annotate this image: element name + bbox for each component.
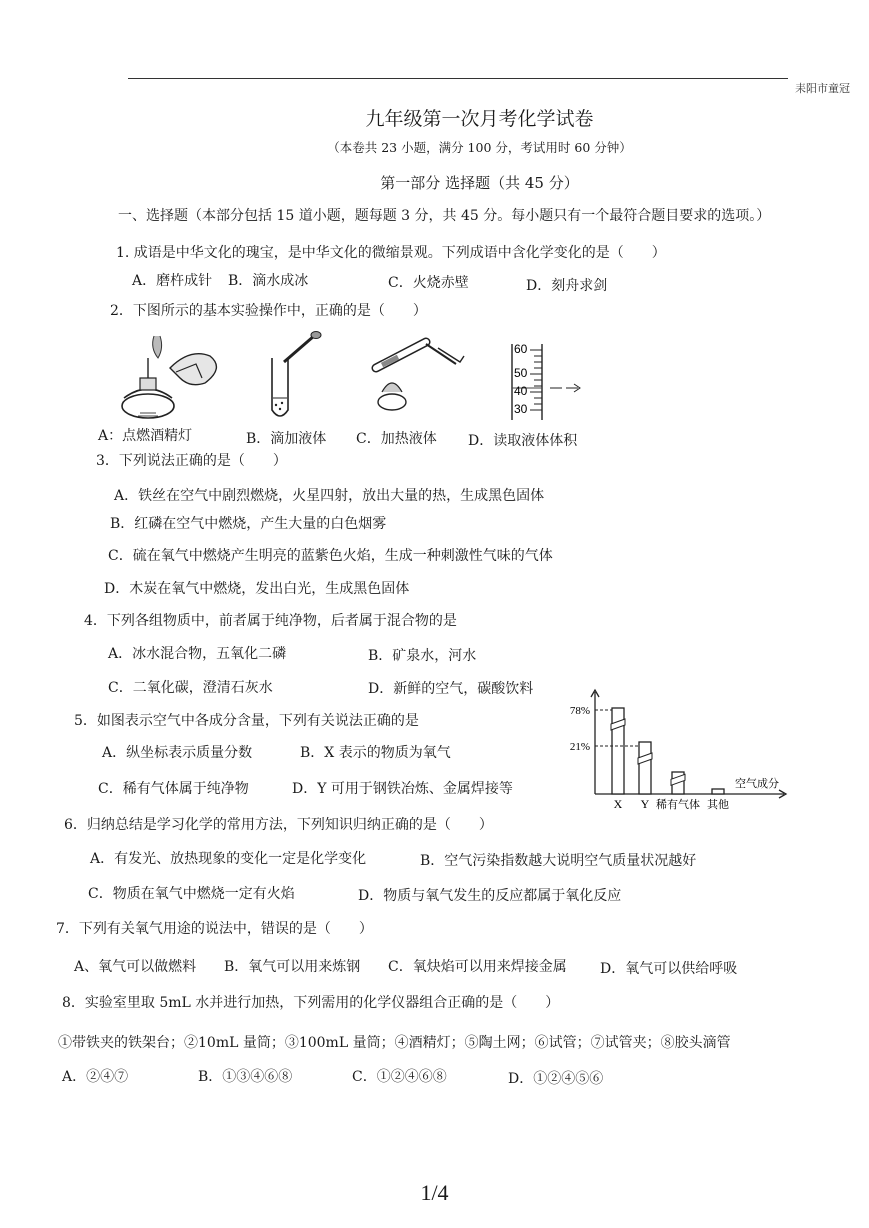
chart-category-label-3: 稀有气体 — [656, 799, 700, 811]
part-title: 第一部分 选择题（共 45 分） — [380, 174, 579, 192]
q2-option-a: A：点燃酒精灯 — [98, 428, 193, 444]
q3-option-a: A．铁丝在空气中剧烈燃烧，火星四射，放出大量的热，生成黑色固体 — [114, 488, 545, 504]
cylinder-tick-40: 40 — [514, 384, 528, 398]
q1-option-b: B．滴水成冰 — [228, 273, 309, 289]
q6-option-c: C．物质在氧气中燃烧一定有火焰 — [88, 886, 295, 902]
q5-option-c: C．稀有气体属于纯净物 — [98, 781, 249, 797]
q2-option-c: C．加热液体 — [356, 431, 437, 447]
q1-option-c: C．火烧赤壁 — [388, 275, 469, 291]
exam-title: 九年级第一次月考化学试卷 — [365, 108, 594, 130]
q7-option-b: B．氧气可以用来炼钢 — [224, 959, 361, 975]
page-number: 1/4 — [420, 1180, 449, 1205]
q2-option-d: D．读取液体体积 — [468, 433, 578, 449]
section-instruction: 一、选择题（本部分包括 15 道小题，题每题 3 分，共 45 分。每小题只有一个最符合题目要求的选项。） — [118, 208, 771, 224]
header-rule — [128, 78, 788, 79]
chart-category-label-4: 其他 — [707, 799, 729, 811]
q1-option-d: D．刻舟求剑 — [526, 278, 608, 294]
q3-option-d: D．木炭在氧气中燃烧，发出白光，生成黑色固体 — [104, 581, 410, 597]
graduated-cylinder-illustration — [500, 340, 595, 425]
q7-option-c: C．氧炔焰可以用来焊接金属 — [388, 959, 567, 975]
q5-stem: 5．如图表示空气中各成分含量，下列有关说法正确的是 — [74, 713, 419, 729]
chart-bar-4 — [712, 789, 724, 794]
q8-option-b: B．①③④⑥⑧ — [198, 1069, 293, 1085]
q6-option-a: A．有发光、放热现象的变化一定是化学变化 — [90, 851, 367, 867]
chart-category-label-1: X — [613, 797, 623, 811]
q8-stem: 8．实验室里取 5mL 水并进行加热，下列需用的化学仪器组合正确的是（ ） — [62, 995, 560, 1011]
chart-bar-2 — [639, 742, 651, 794]
q4-option-c: C．二氧化碳，澄清石灰水 — [108, 680, 273, 696]
q7-option-d: D．氧气可以供给呼吸 — [600, 961, 738, 977]
q4-stem: 4．下列各组物质中，前者属于纯净物，后者属于混合物的是 — [84, 613, 457, 629]
chart-x-axis-label: 空气成分 — [735, 778, 779, 790]
cylinder-tick-50: 50 — [514, 366, 528, 380]
q4-option-a: A．冰水混合物，五氧化二磷 — [108, 646, 287, 662]
q2-option-b: B．滴加液体 — [246, 431, 327, 447]
q7-stem: 7．下列有关氧气用途的说法中，错误的是（ ） — [56, 921, 373, 937]
heating-liquid-illustration — [368, 334, 468, 420]
air-composition-chart — [560, 686, 790, 816]
q3-option-c: C．硫在氧气中燃烧产生明亮的蓝紫色火焰，生成一种刺激性气味的气体 — [108, 548, 553, 564]
alcohol-lamp-illustration — [110, 328, 240, 428]
q8-option-a: A．②④⑦ — [62, 1069, 129, 1085]
cylinder-tick-30: 30 — [514, 402, 528, 416]
q6-stem: 6．归纳总结是学习化学的常用方法，下列知识归纳正确的是（ ） — [64, 817, 493, 833]
q5-option-a: A．纵坐标表示质量分数 — [102, 745, 253, 761]
q1-stem: 1. 成语是中华文化的瑰宝，是中华文化的微缩景观。下列成语中含化学变化的是（ ） — [116, 245, 666, 261]
corner-stamp: 耒阳市童冠 — [795, 82, 850, 95]
q6-option-d: D．物质与氧气发生的反应都属于氧化反应 — [358, 888, 622, 904]
q3-option-b: B．红磷在空气中燃烧，产生大量的白色烟雾 — [110, 516, 387, 532]
chart-category-label-2: Y — [640, 797, 650, 811]
q2-stem: 2．下图所示的基本实验操作中，正确的是（ ） — [110, 303, 427, 319]
chart-ytick-label-2: 21% — [569, 741, 590, 753]
q6-option-b: B．空气污染指数越大说明空气质量状况越好 — [420, 853, 697, 869]
q5-option-b: B．X 表示的物质为氧气 — [300, 745, 451, 761]
cylinder-tick-60: 60 — [514, 342, 528, 356]
q5-option-d: D．Y 可用于钢铁冶炼、金属焊接等 — [292, 781, 513, 797]
q8-option-d: D．①②④⑤⑥ — [508, 1071, 604, 1087]
q8-option-c: C．①②④⑥⑧ — [352, 1069, 447, 1085]
exam-subtitle: （本卷共 23 小题，满分 100 分，考试用时 60 分钟） — [327, 140, 632, 155]
test-tube-dropper-illustration — [262, 330, 332, 430]
q8-instrument-list: ①带铁夹的铁架台；②10mL 量筒；③100mL 量筒；④酒精灯；⑤陶土网；⑥试管；⑦试管夹；⑧胶头滴管 — [58, 1035, 731, 1051]
chart-ytick-label-1: 78% — [569, 705, 590, 717]
q7-option-a: A、氧气可以做燃料 — [74, 959, 197, 975]
q3-stem: 3．下列说法正确的是（ ） — [96, 453, 287, 469]
q1-option-a: A．磨杵成针 — [132, 273, 213, 289]
q4-option-d: D．新鲜的空气，碳酸饮料 — [368, 681, 534, 697]
q4-option-b: B．矿泉水，河水 — [368, 648, 477, 664]
